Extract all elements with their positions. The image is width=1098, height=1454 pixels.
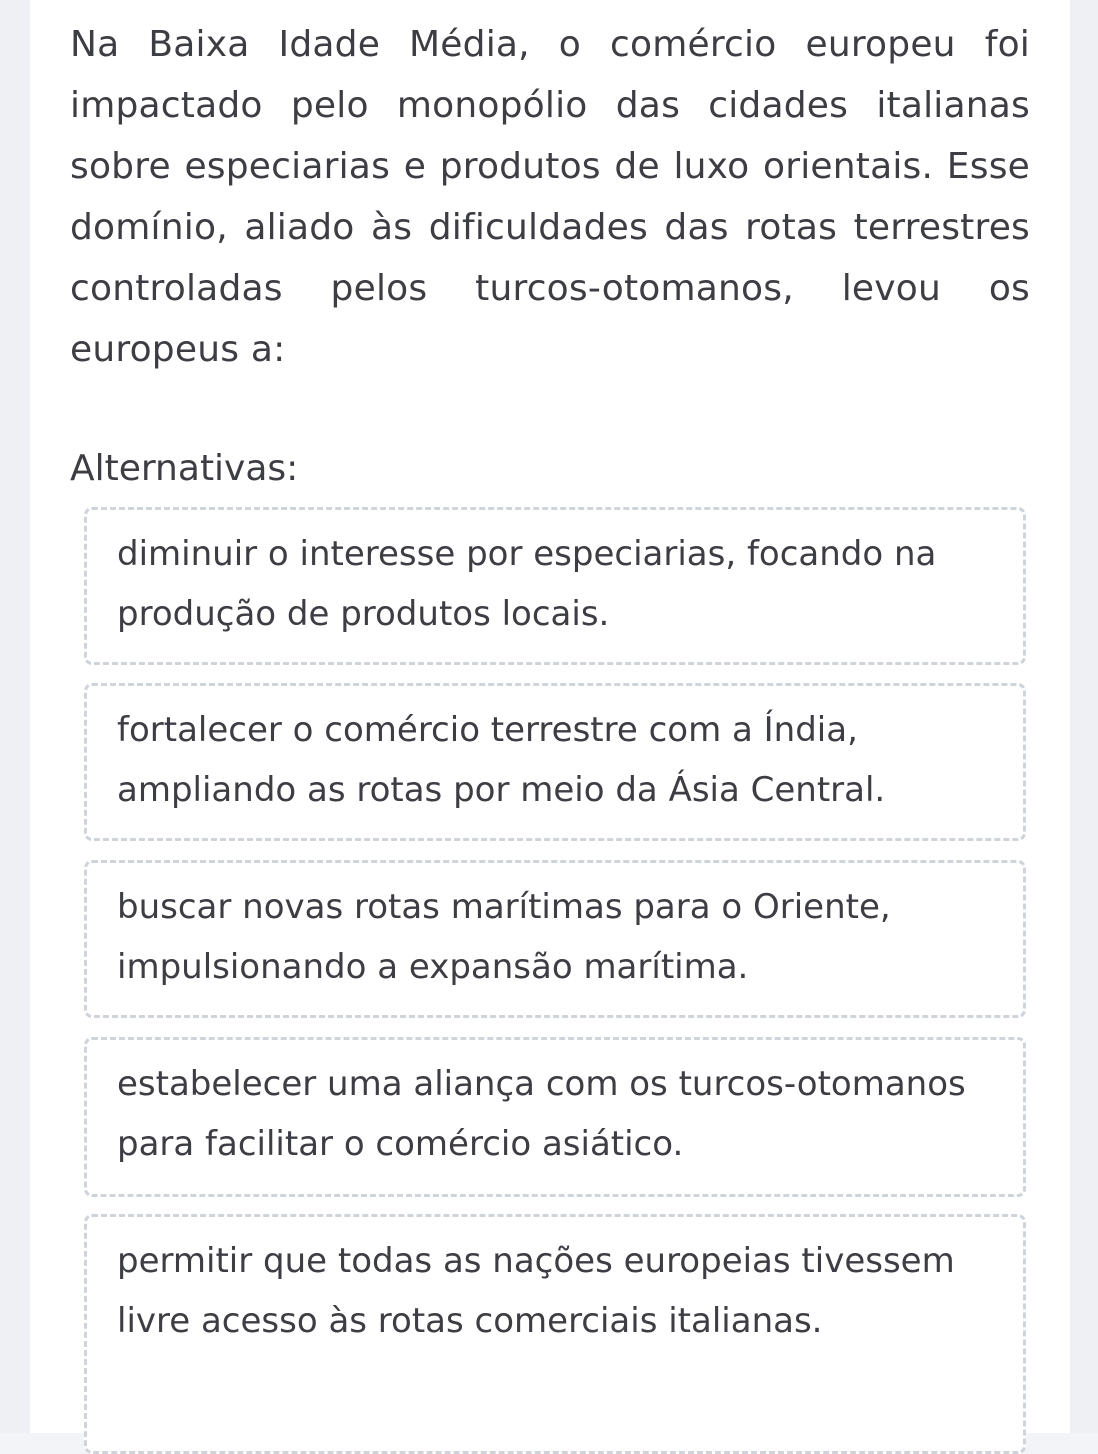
alternative-option-4[interactable] <box>84 1037 1026 1197</box>
alternative-option-3[interactable] <box>84 860 1026 1018</box>
alternative-option-label: diminuir o interesse por especiarias, focando na produção de produtos locais. <box>117 534 937 634</box>
alternative-option-5[interactable] <box>84 1214 1026 1454</box>
right-frame <box>1070 0 1098 1433</box>
question-text: Na Baixa Idade Média, o comércio europeu foi impactado pelo monopólio das cidades italianas sobre especiarias e produtos de luxo orientais. Esse domínio, aliado às dificuldades das rotas terrestres controladas pelos turcos-otomanos, levou os europeus a: <box>70 24 1030 370</box>
left-frame <box>0 0 30 1433</box>
alternative-option-label: fortalecer o comércio terrestre com a Índia, ampliando as rotas por meio da Ásia Central. <box>117 710 886 810</box>
alternative-option-label: permitir que todas as nações europeias tivessem livre acesso às rotas comerciais italianas. <box>117 1241 955 1341</box>
alternative-option-label: buscar novas rotas marítimas para o Oriente, impulsionando a expansão marítima. <box>117 887 891 987</box>
alternative-option-label: estabelecer uma aliança com os turcos-otomanos para facilitar o comércio asiático. <box>117 1064 966 1164</box>
alternative-option-1[interactable] <box>84 507 1026 665</box>
question-card <box>30 0 1070 1433</box>
alternative-option-2[interactable] <box>84 683 1026 841</box>
alternatives-heading: Alternativas: <box>70 448 299 489</box>
